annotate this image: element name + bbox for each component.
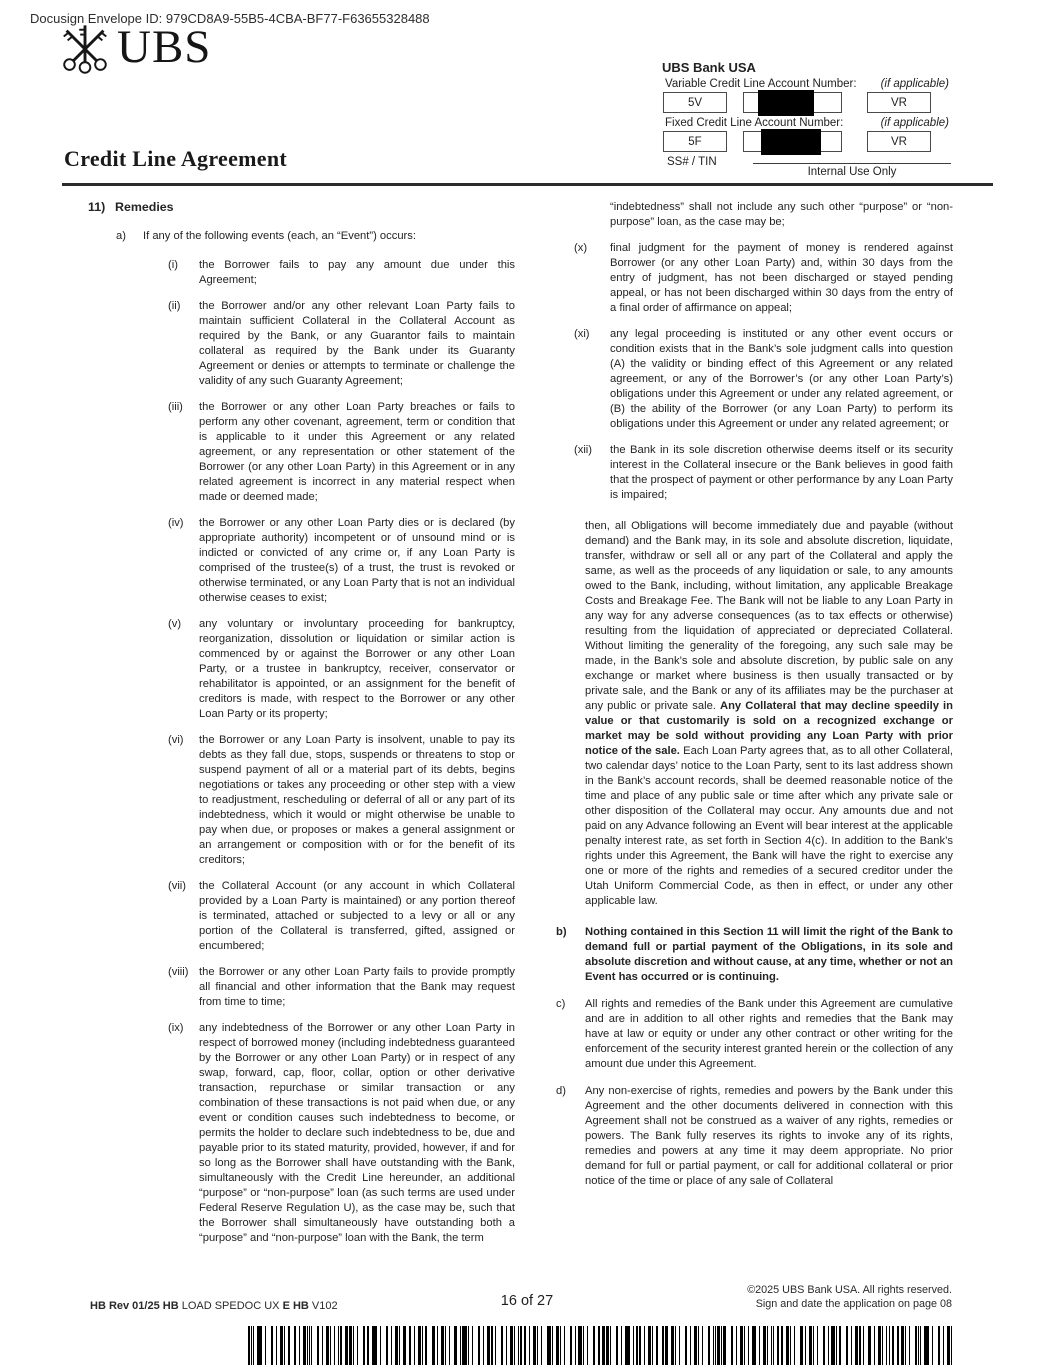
variable-account-label: Variable Credit Line Account Number: (if applicable) [665, 78, 949, 90]
fixed-account-label: Fixed Credit Line Account Number: (if applicable) [665, 117, 949, 129]
ubs-logo [56, 22, 211, 80]
copyright-line: ©2025 UBS Bank USA. All rights reserved. [747, 1284, 952, 1296]
list-item: (i) the Borrower fails to pay any amount due under this Agreement; [168, 259, 515, 286]
event-list-right [574, 241, 953, 503]
list-item: (xii) the Bank in its sole discretion otherwise deems itself or its security interest in the Collateral insecure or the Bank believes in good faith that the prospect of payment or other performance by any Loan Party is impaired; [574, 444, 953, 501]
ssn-tin-label: SS# / TIN [667, 156, 717, 168]
section-title: Remedies [115, 200, 174, 214]
list-item: (x) final judgment for the payment of money is rendered against Borrower (or any other Loan Party) and, within 30 days from the entry of judgment, has not been discharged or stayed pending appeal, or has not been discharged within 30 days from the entry of a final order of affirmance on appeal; [574, 242, 953, 314]
redacted-account-number [758, 90, 814, 116]
redacted-account-number [761, 129, 821, 155]
left-column [88, 200, 515, 1257]
list-item: (v) any voluntary or involuntary proceeding for bankruptcy, reorganization, dissolution or liquidation or similar action is commenced by or against the Borrower or any other Loan Party, or a trustee in bankruptcy, receiver, conservator or rehabilitator is appointed, or an assignment for the benefit of creditors is made, with respect to the Borrower or any other Loan Party or its property; [168, 618, 515, 720]
fixed-account-row [655, 131, 953, 153]
list-item: (ix) any indebtedness of the Borrower or any other Loan Party in respect of borrowed money (including indebtedness guaranteed by the Borrower or any other Loan Party) or in respect of any swap, forward, cap, floor, collar, option or other derivative transaction, repurchase or similar transaction or any combination of these transactions is not paid when due, or any event or condition causes such indebtedness to become, or permits the holder to declare such indebtedness to be, due and payable prior to its stated maturity, provided, however, if and for so long as the Borrower shall have outstanding with the Bank, simultaneously with the Credit Line hereunder, an additional “purpose” or “non-purpose” loan (as such terms are used under Federal Reserve Regulation U), as the case may be, such that the Borrower shall simultaneously have outstanding both a “purpose” and “non-purpose” loan with the Bank, the term [168, 1022, 515, 1244]
form-revision-code: HB Rev 01/25 HB LOAD SPEDOC UX E HB V102 [90, 1300, 338, 1312]
account-number-box [655, 60, 953, 178]
right-column [547, 200, 953, 1201]
fixed-number-cell [743, 131, 842, 152]
if-applicable-note: (if applicable) [880, 78, 949, 90]
variable-prefix-cell: 5V [663, 92, 727, 113]
variable-number-cell [743, 92, 842, 113]
fixed-prefix-cell: 5F [663, 131, 727, 152]
footer-legal [747, 1283, 952, 1311]
list-item: (iv) the Borrower or any other Loan Party dies or is declared (by appropriate authority) incompetent or of unsound mind or is indicted or convicted of any crime or, if any Loan Party is comprised of the trustee(s) of a trust, the trust is revoked or otherwise terminated, or any Loan Party that is not an individual otherwise ceases to exist; [168, 517, 515, 604]
internal-use-label: Internal Use Only [807, 166, 897, 178]
docusign-envelope-id: Docusign Envelope ID: 979CD8A9-55B5-4CBA-BF77-F63655328488 [30, 11, 430, 26]
clause-b: b) Nothing contained in this Section 11 will limit the right of the Bank to demand full or partial payment of the Obligations, in its sole and absolute discretion and without cause, at any time, whether or not an Event has occurred or is continuing. [556, 926, 954, 983]
if-applicable-note: (if applicable) [880, 117, 949, 129]
clause-c: c) All rights and remedies of the Bank under this Agreement are cumulative and are in addition to all other rights and remedies that the Bank may have at law or equity or under any other contract or other writing for the enforcement of the security interest granted herein or the collection of any amount due under this Agreement. [556, 998, 953, 1070]
remedies-paragraph: then, all Obligations will become immediately due and payable (without demand) and the Bank may, in its sole and absolute discretion, liquidate, transfer, withdraw or sell all or any part of the Collateral and apply the same, as well as the proceeds of any liquidation or sale, to any amounts owed to the Bank, including, without limitation, any applicable Breakage Costs and Breakage Fee. The Bank will not be liable to any Loan Party in any way for any adverse consequences (as to tax effects or otherwise) resulting from the liquidation of appreciated or depreciated Collateral. Without limiting the generality of the foregoing, any such sale may be made, in the Bank’s sole and absolute discretion, by public sale on any exchange or market where business is then usually transacted or by private sale, and the Bank or any of its affiliates may be the purchaser at any public or private sale. Any Collateral that may decline speedily in value or that customarily is sold on a recognized exchange or market may be sold without providing any Loan Party with prior notice of the sale. Each Loan Party agrees that, as to all other Collateral, two calendar days’ notice to the Loan Party, sent to its last address shown in the Bank’s account records, shall be deemed reasonable notice of the time and place of any public sale or time after which any private sale or other disposition of the Collateral may occur. Any amounts due and not paid on any Advance following an Event will bear interest at the applicable penalty interest rate, as set forth in Section 4(c). In addition to the Bank’s rights under this Agreement, the Bank will have the right to exercise any one or more of the rights and remedies of a secured creditor under the Utah Uniform Commercial Code, as then in effect, or under any other applicable law. [585, 520, 954, 907]
section-heading [88, 200, 515, 215]
fixed-suffix-cell: VR [867, 131, 931, 152]
header-rule [62, 183, 993, 186]
bank-name: UBS Bank USA [662, 60, 756, 75]
page-title: Credit Line Agreement [64, 146, 288, 171]
variable-account-row [655, 92, 953, 114]
bold-notice: Any Collateral that may decline speedily in value or that customarily is sold on a recognized exchange or market may be sold without providing any Loan Party with prior notice of the sale. [585, 700, 953, 757]
list-item: (viii) the Borrower or any other Loan Party fails to provide promptly all financial and other information that the Bank may request from time to time; [168, 966, 515, 1008]
clause-a: a) If any of the following events (each, an “Event”) occurs: [116, 230, 416, 242]
list-item: (ii) the Borrower and/or any other relevant Loan Party fails to maintain sufficient Collateral in the Collateral Account as required by the Bank, or any Guarantor fails to maintain collateral as required by the Bank under its Guaranty Agreement or denies or attempts to terminate or challenge the validity of any such Guaranty Agreement; [168, 300, 515, 387]
ubs-wordmark: UBS [117, 21, 212, 73]
list-item: (xi) any legal proceeding is instituted or any other event occurs or condition exists that in the Bank’s sole judgment calls into question (A) the validity or binding effect of this Agreement or any related agreement, or any of the Borrower’s (or any other Loan Party’s) obligations under this Agreement or under any related agreement, or (B) the ability of the Borrower (or any Loan Party) to perform its obligations under this Agreement or under any related agreement; or [574, 328, 953, 430]
sign-note-line: Sign and date the application on page 08 [755, 1298, 952, 1310]
continuation-paragraph: “indebtedness” shall not include any such other “purpose” or “non-purpose” loan, as the case may be; [610, 201, 953, 228]
section-number: 11) [88, 200, 106, 214]
clause-d: d) Any non-exercise of rights, remedies and powers by the Bank under this Agreement and the other documents delivered in connection with this Agreement shall not be construed as a waiver of any rights, remedies or powers. The Bank fully reserves its rights to invoke any of its rights, remedies and powers at any time it may deem appropriate. No prior demand for full or partial payment, or call for additional collateral or prior notice of the time or place of any sale of Collateral [556, 1085, 953, 1187]
list-item: (vi) the Borrower or any Loan Party is insolvent, unable to pay its debts as they fall due, stops, suspends or threatens to stop or suspend payment of all or a material part of its debts, begins negotiations or takes any proceeding or other step with a view to readjustment, rescheduling or deferral of all or any part of its indebtedness, which it would or might otherwise be unable to pay when due, or proposes or makes a general assignment or an arrangement or composition with or for the benefit of its creditors; [168, 734, 515, 866]
list-item: (iii) the Borrower or any other Loan Party breaches or fails to perform any other covenant, agreement, term or condition that is applicable to it under this Agreement or any related agreement, or any representation or other statement of the Borrower (or any other Loan Party) in this Agreement or in any related agreement is incorrect in any material respect when made or deemed made; [168, 401, 515, 503]
variable-suffix-cell: VR [867, 92, 931, 113]
internal-use-divider [753, 163, 951, 164]
event-list-left [168, 258, 515, 1246]
page-number: 16 of 27 [500, 1293, 554, 1309]
barcode [248, 1326, 954, 1365]
ubs-keys-icon [56, 22, 114, 80]
list-item: (vii) the Collateral Account (or any account in which Collateral provided by a Loan Party is maintained) or any portion thereof is terminated, attached or subjected to a levy or all or any portion of the Collateral is transferred, gifted, assigned or encumbered; [168, 880, 515, 952]
